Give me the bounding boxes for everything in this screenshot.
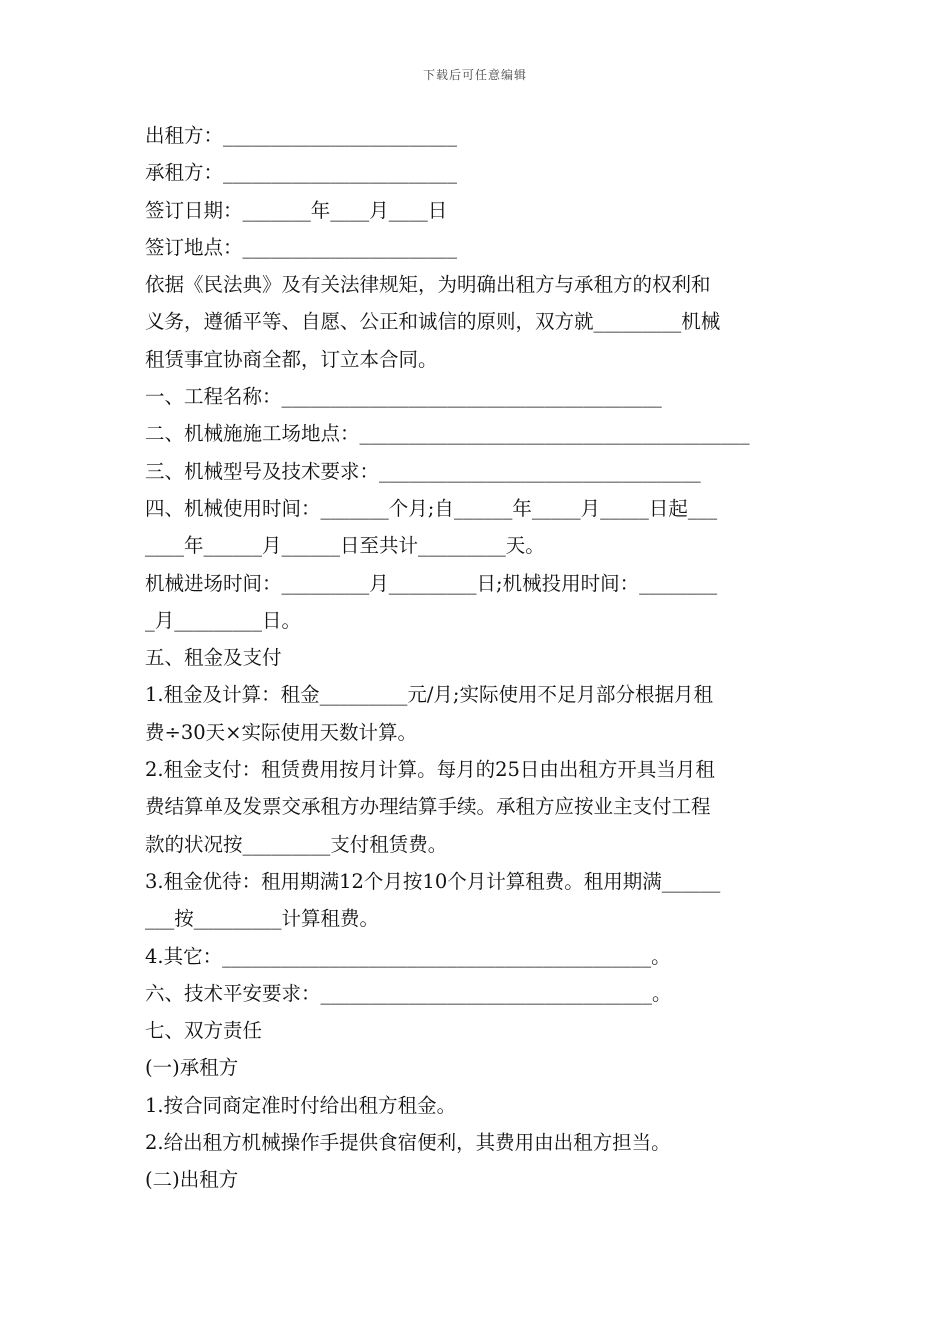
clause-usage-time-1: 四、机械使用时间：_______个月;自______年_____月_____日起___ [145, 496, 718, 520]
clause-safety-requirements: 六、技术平安要求：__________________________________。 [145, 981, 672, 1005]
lessor-line: 出租方：________________________ [145, 124, 458, 147]
lessee-duty-2: 2.给出租方机械操作手提供食宿便利，其费用由出租方担当。 [145, 1131, 671, 1155]
rent-discount-line-1: 3.租金优待：租用期满12个月按10个月计算租费。租用期满______ [145, 869, 721, 893]
sign-place-line: 签订地点：______________________ [145, 235, 458, 259]
rent-payment-line-3: 款的状况按_________支付租赁费。 [145, 832, 448, 856]
sign-date-line: 签订日期：_______年____月____日 [145, 198, 448, 222]
clause-usage-time-2: ____年______月______日至共计_________天。 [145, 534, 545, 558]
lessee-duty-1: 1.按合同商定准时付给出租方租金。 [145, 1093, 457, 1117]
section-rent-heading: 五、租金及支付 [145, 646, 282, 670]
entry-time-line-2: _月_________日。 [145, 608, 302, 632]
clause-site-location: 二、机械施施工场地点：________________________________________ [145, 422, 750, 446]
lessee-line: 承租方：________________________ [145, 161, 458, 185]
rent-calc-line-2: 费÷30天×实际使用天数计算。 [145, 720, 417, 744]
page-header-note: 下载后可任意编辑 [422, 68, 527, 82]
entry-time-line-1: 机械进场时间：_________月_________日;机械投用时间：________ [145, 571, 718, 595]
rent-other-line: 4.其它：____________________________________________。 [145, 944, 671, 968]
clause-machine-model: 三、机械型号及技术要求：_________________________________ [145, 459, 701, 483]
subsection-lessor-heading: (二)出租方 [145, 1168, 239, 1192]
preamble-line-2: 义务，遵循平等、自愿、公正和诚信的原则，双方就_________机械 [145, 310, 721, 334]
preamble-line-3: 租赁事宜协商全都，订立本合同。 [145, 347, 438, 371]
clause-project-name: 一、工程名称：_______________________________________ [145, 385, 662, 409]
rent-payment-line-2: 费结算单及发票交承租方办理结算手续。承租方应按业主支付工程 [145, 795, 711, 819]
rent-discount-line-2: ___按_________计算租费。 [145, 907, 380, 931]
rent-calc-line-1: 1.租金及计算：租金_________元/月;实际使用不足月部分根据月租 [145, 683, 713, 707]
section-responsibilities-heading: 七、双方责任 [145, 1019, 263, 1043]
preamble-line-1: 依据《民法典》及有关法律规矩，为明确出租方与承租方的权利和 [145, 273, 711, 297]
contract-body [145, 117, 815, 1199]
subsection-lessee-heading: (一)承租方 [145, 1056, 239, 1080]
rent-payment-line-1: 2.租金支付：租赁费用按月计算。每月的25日由出租方开具当月租 [145, 758, 715, 782]
